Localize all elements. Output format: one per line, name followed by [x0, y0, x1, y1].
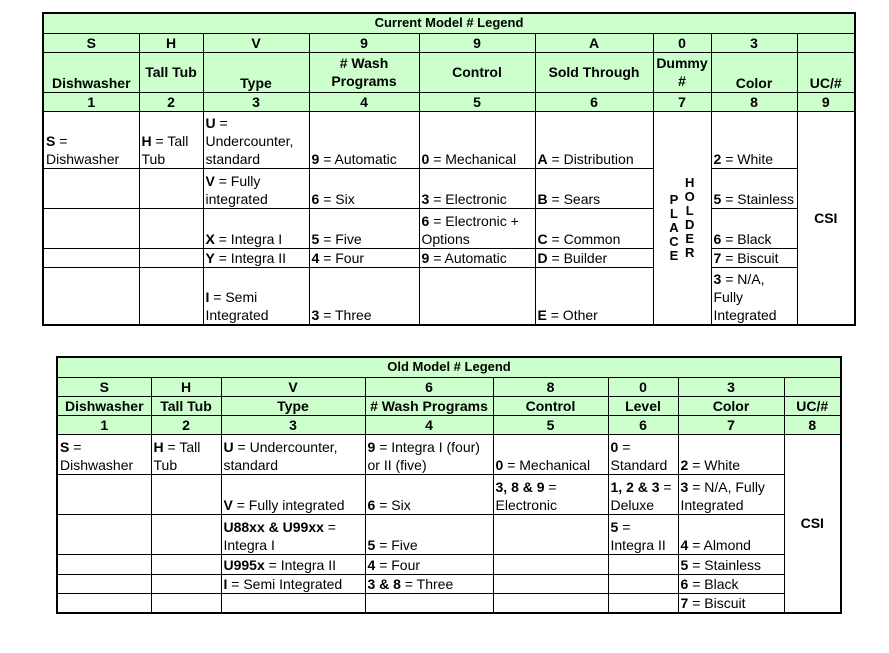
legend-cell: [493, 514, 608, 554]
column-header: UC/#: [784, 396, 841, 415]
placeholder-letters-place: P L A C E: [669, 191, 679, 263]
legend-cell: [57, 514, 151, 554]
legend-cell: 6 = Six: [365, 474, 493, 514]
placeholder-letters-holder: H O L D E R: [684, 174, 695, 260]
legend-cell: 0 = Standard: [608, 434, 678, 474]
column-header: Sold Through: [535, 52, 653, 92]
column-header: Dummy #: [653, 52, 711, 92]
legend-cell: 0 = Mechanical: [419, 111, 535, 168]
legend-cell: [151, 574, 221, 593]
legend-cell: [419, 267, 535, 325]
legend-cell: [608, 554, 678, 574]
code-letter: 8: [493, 377, 608, 396]
position-number: 7: [678, 415, 784, 434]
column-header: Control: [493, 396, 608, 415]
legend-cell: S = Dishwasher: [57, 434, 151, 474]
legend-cell: [57, 574, 151, 593]
legend-cell: A = Distribution: [535, 111, 653, 168]
position-number: 3: [221, 415, 365, 434]
legend-cell: [493, 593, 608, 613]
legend-cell: D = Builder: [535, 248, 653, 267]
position-number: 8: [711, 92, 797, 111]
legend-cell: [493, 554, 608, 574]
column-header: UC/#: [797, 52, 855, 92]
legend-cell: 7 = Biscuit: [711, 248, 797, 267]
code-letter: V: [203, 33, 309, 52]
legend-cell: 2 = White: [678, 434, 784, 474]
legend-cell: 5 = Stainless: [678, 554, 784, 574]
column-header: Color: [711, 52, 797, 92]
legend-cell: U = Undercounter, standard: [221, 434, 365, 474]
legend-cell: [365, 593, 493, 613]
legend-cell: [151, 474, 221, 514]
legend-cell: [608, 574, 678, 593]
legend-cell: [57, 554, 151, 574]
column-header: Control: [419, 52, 535, 92]
legend-cell: [139, 208, 203, 248]
position-number: 2: [139, 92, 203, 111]
legend-cell: 3 = N/A, Fully Integrated: [678, 474, 784, 514]
csi-cell: CSI: [797, 111, 855, 325]
legend-cell: E = Other: [535, 267, 653, 325]
current-legend-title: Current Model # Legend: [43, 13, 855, 33]
legend-cell: 6 = Black: [711, 208, 797, 248]
code-letter: A: [535, 33, 653, 52]
legend-cell: [57, 593, 151, 613]
legend-cell: Y = Integra II: [203, 248, 309, 267]
position-number: 3: [203, 92, 309, 111]
position-number: 1: [57, 415, 151, 434]
legend-cell: I = Semi Integrated: [221, 574, 365, 593]
code-letter: 9: [419, 33, 535, 52]
legend-cell: [43, 267, 139, 325]
legend-cell: 6 = Six: [309, 168, 419, 208]
legend-cell: [139, 267, 203, 325]
legend-cell: 3 = N/A, Fully Integrated: [711, 267, 797, 325]
legend-cell: 2 = White: [711, 111, 797, 168]
code-letter: 6: [365, 377, 493, 396]
column-header: Dishwasher: [43, 52, 139, 92]
code-letter: 3: [678, 377, 784, 396]
legend-cell: 5 = Five: [309, 208, 419, 248]
legend-cell: S = Dishwasher: [43, 111, 139, 168]
code-letter: 0: [653, 33, 711, 52]
position-number: 1: [43, 92, 139, 111]
position-number: 4: [365, 415, 493, 434]
position-number: 9: [797, 92, 855, 111]
legend-cell: 9 = Automatic: [309, 111, 419, 168]
legend-cell: 5 = Five: [365, 514, 493, 554]
column-header: # Wash Programs: [365, 396, 493, 415]
legend-cell: [57, 474, 151, 514]
legend-cell: [608, 593, 678, 613]
old-legend-title: Old Model # Legend: [57, 357, 841, 377]
legend-cell: U88xx & U99xx = Integra I: [221, 514, 365, 554]
legend-cell: X = Integra I: [203, 208, 309, 248]
code-letter-empty: [797, 33, 855, 52]
legend-cell: [151, 593, 221, 613]
column-header: Color: [678, 396, 784, 415]
legend-cell: 3 & 8 = Three: [365, 574, 493, 593]
legend-cell: 6 = Electronic + Options: [419, 208, 535, 248]
legend-cell: 7 = Biscuit: [678, 593, 784, 613]
legend-cell: 3 = Three: [309, 267, 419, 325]
position-number: 7: [653, 92, 711, 111]
legend-cell: C = Common: [535, 208, 653, 248]
legend-cell: U995x = Integra II: [221, 554, 365, 574]
column-header: Tall Tub: [151, 396, 221, 415]
legend-cell: 5 = Integra II: [608, 514, 678, 554]
code-letter: H: [139, 33, 203, 52]
code-letter: V: [221, 377, 365, 396]
legend-cell: [151, 514, 221, 554]
legend-cell: 6 = Black: [678, 574, 784, 593]
legend-cell: 3 = Electronic: [419, 168, 535, 208]
code-letter: S: [43, 33, 139, 52]
legend-cell: H = Tall Tub: [139, 111, 203, 168]
column-header: Type: [203, 52, 309, 92]
code-letter: 9: [309, 33, 419, 52]
old-model-legend-table: [56, 356, 842, 614]
code-letter: S: [57, 377, 151, 396]
position-number: 4: [309, 92, 419, 111]
legend-cell: 0 = Mechanical: [493, 434, 608, 474]
legend-cell: 4 = Four: [309, 248, 419, 267]
legend-cell: I = Semi Integrated: [203, 267, 309, 325]
legend-cell: V = Fully integrated: [221, 474, 365, 514]
legend-cell: U = Undercounter, standard: [203, 111, 309, 168]
legend-cell: [139, 168, 203, 208]
csi-cell: CSI: [784, 434, 841, 613]
code-letter-empty: [784, 377, 841, 396]
legend-cell: [43, 208, 139, 248]
legend-cell: 9 = Integra I (four) or II (five): [365, 434, 493, 474]
column-header: Level: [608, 396, 678, 415]
column-header: Tall Tub: [139, 52, 203, 92]
placeholder-cell: [653, 111, 711, 325]
legend-cell: [43, 168, 139, 208]
position-number: 5: [493, 415, 608, 434]
legend-cell: 1, 2 & 3 = Deluxe: [608, 474, 678, 514]
column-header: # Wash Programs: [309, 52, 419, 92]
code-letter: 3: [711, 33, 797, 52]
legend-cell: [493, 574, 608, 593]
current-model-legend-table: [42, 12, 856, 326]
legend-cell: [151, 554, 221, 574]
position-number: 8: [784, 415, 841, 434]
position-number: 5: [419, 92, 535, 111]
legend-cell: H = Tall Tub: [151, 434, 221, 474]
position-number: 2: [151, 415, 221, 434]
legend-cell: [221, 593, 365, 613]
position-number: 6: [535, 92, 653, 111]
legend-cell: [43, 248, 139, 267]
legend-cell: 4 = Four: [365, 554, 493, 574]
legend-cell: 5 = Stainless: [711, 168, 797, 208]
column-header: Type: [221, 396, 365, 415]
legend-cell: 3, 8 & 9 = Electronic: [493, 474, 608, 514]
code-letter: 0: [608, 377, 678, 396]
legend-cell: V = Fully integrated: [203, 168, 309, 208]
legend-cell: B = Sears: [535, 168, 653, 208]
position-number: 6: [608, 415, 678, 434]
legend-cell: [139, 248, 203, 267]
legend-cell: 4 = Almond: [678, 514, 784, 554]
code-letter: H: [151, 377, 221, 396]
column-header: Dishwasher: [57, 396, 151, 415]
legend-cell: 9 = Automatic: [419, 248, 535, 267]
